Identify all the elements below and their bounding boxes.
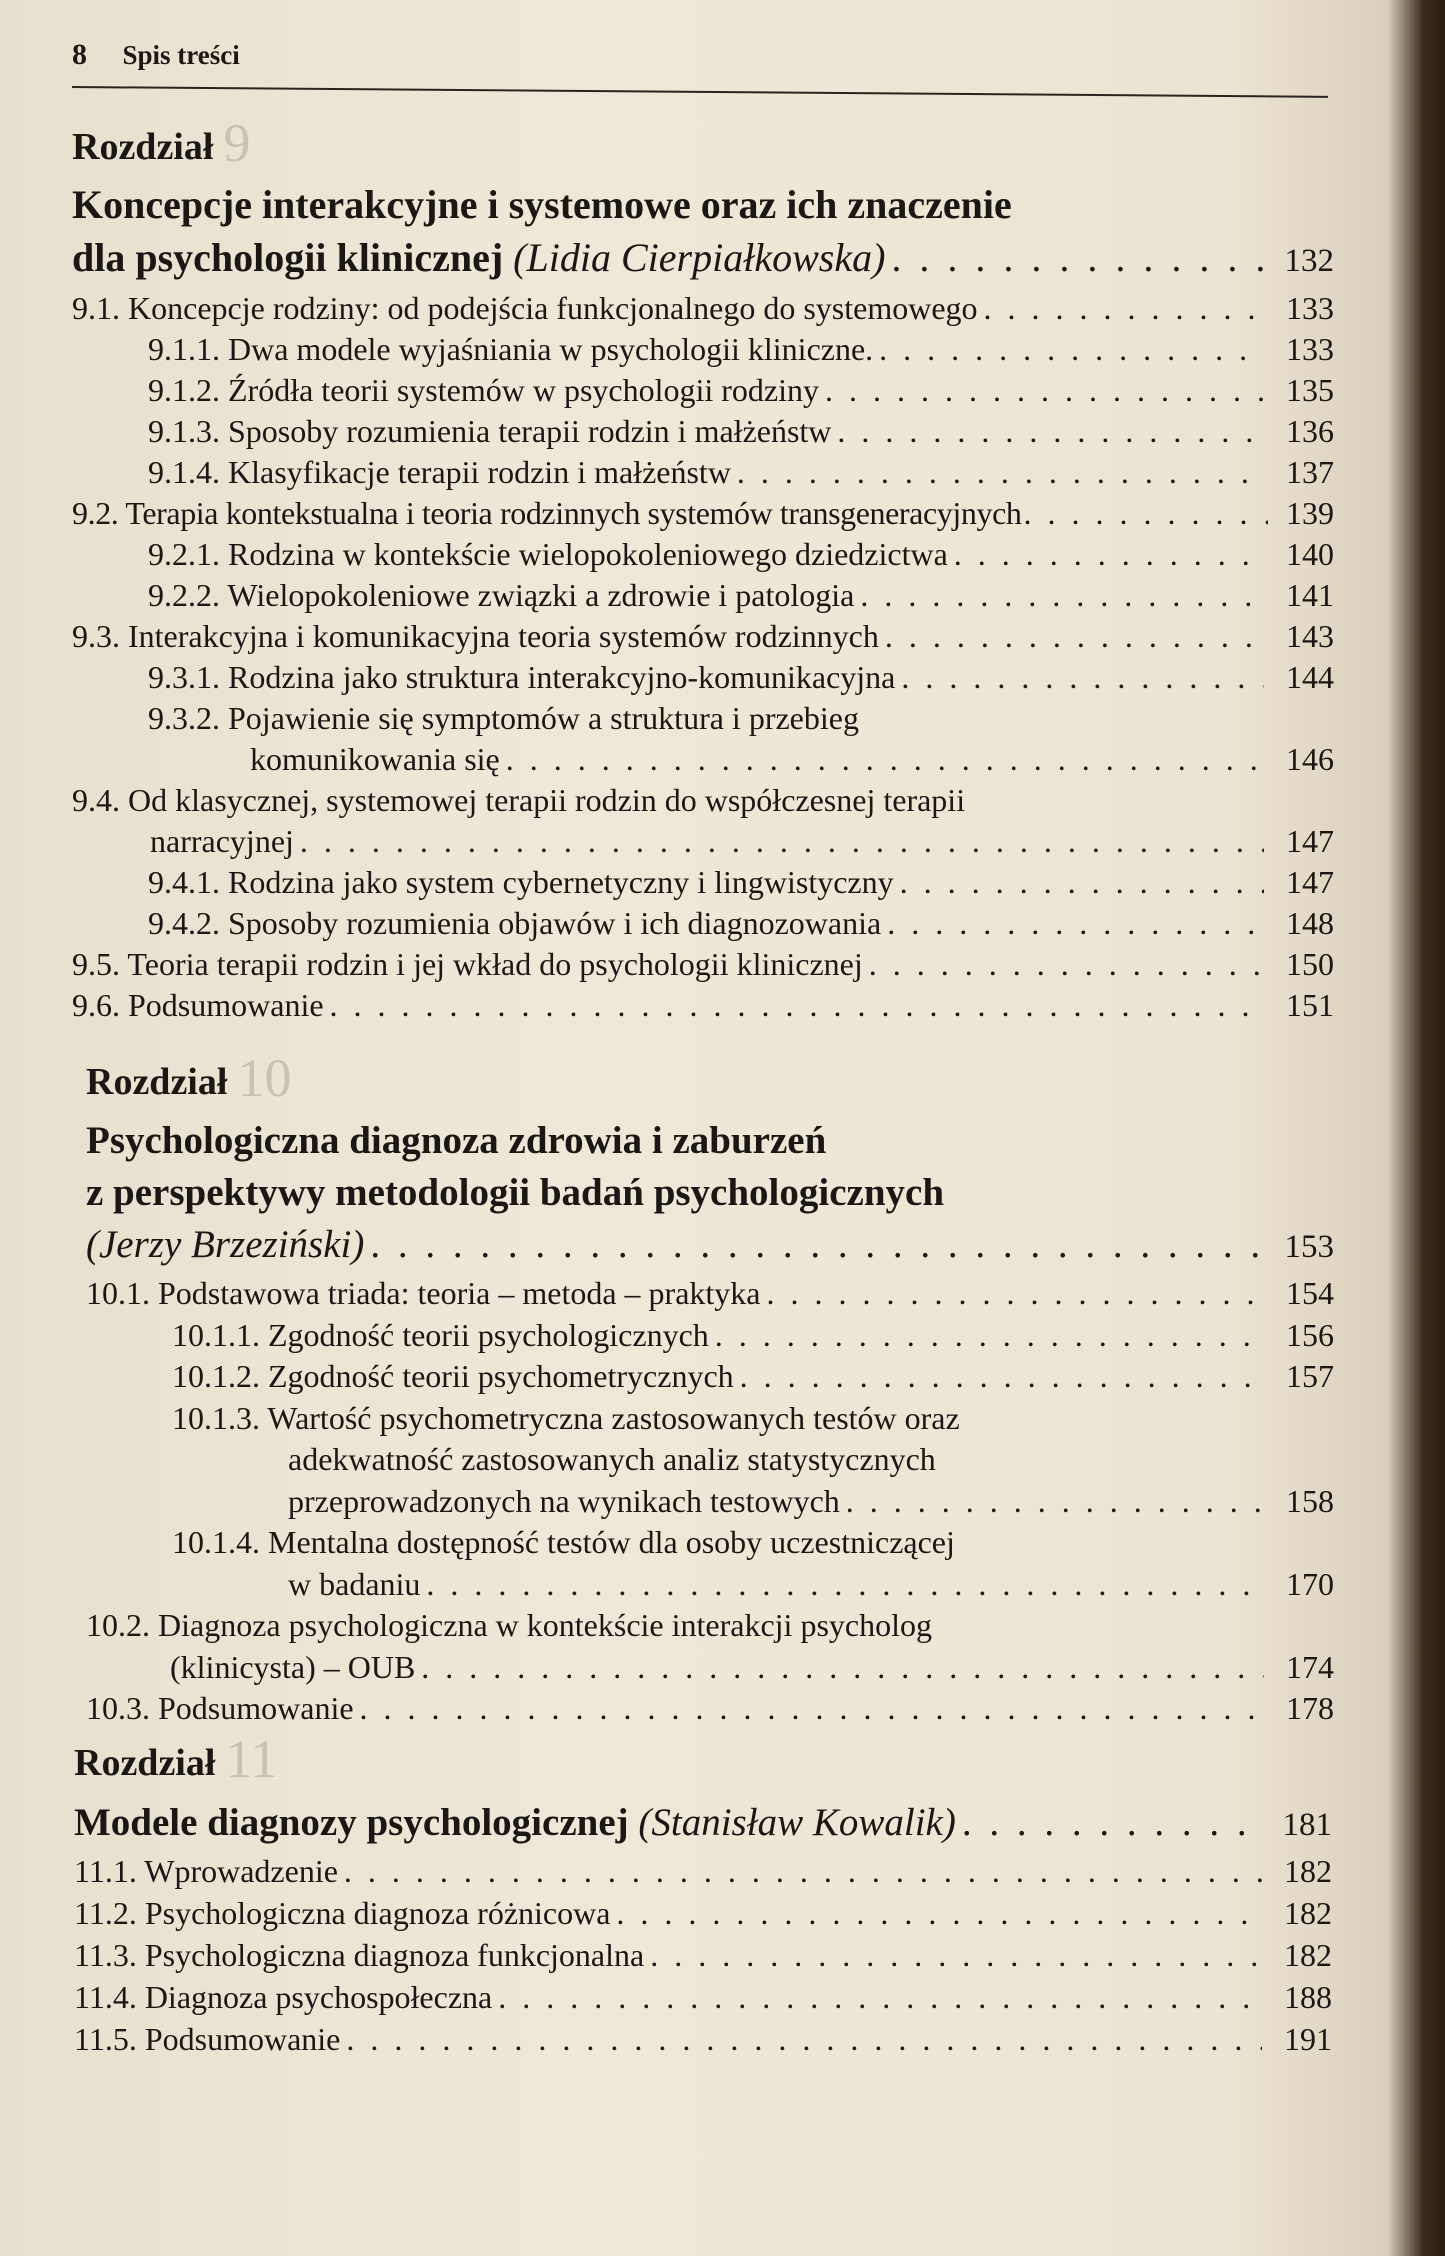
toc-row: dla psychologii klinicznej (Lidia Cierpiałkowska) . . . 132: [72, 231, 1334, 288]
toc-row: [74, 1850, 1332, 1892]
chapter-label: Rozdział: [86, 1061, 228, 1103]
page-number: 182: [1284, 1853, 1332, 1889]
page-number: 143: [1286, 618, 1334, 654]
toc-entry: 9.1.4. Klasyfikacje terapii rodzin i małżeństw: [148, 454, 731, 490]
toc-entry: 10.1. Podstawowa triada: teoria – metoda – praktyka: [86, 1275, 761, 1311]
chapter-label: Rozdział: [72, 126, 214, 168]
toc-entry: 11.5. Podsumowanie: [74, 2021, 341, 2057]
chapter-label: Rozdział: [74, 1742, 216, 1784]
page-number: 151: [1286, 987, 1334, 1023]
toc-entry: 10.1.1. Zgodność teorii psychologicznych: [172, 1316, 709, 1353]
toc-row: [86, 1273, 1334, 1315]
page-number: 132: [1284, 243, 1334, 279]
chapter-number: 10: [237, 1048, 292, 1108]
toc-row: [72, 739, 1334, 780]
chapter-number: 11: [225, 1729, 278, 1789]
chapter-title: [86, 1115, 1334, 1273]
toc-entry: 9.1. Koncepcje rodziny: od podejścia funkcjonalnego do systemowego: [72, 290, 978, 326]
leader-dots: [360, 1688, 1264, 1730]
chapter-title-line: dla psychologii klinicznej: [72, 235, 504, 280]
toc-row: [72, 985, 1334, 1026]
toc-row: [86, 1564, 1334, 1606]
chapter-10: [86, 1048, 1334, 1730]
page-number: 133: [1286, 290, 1334, 326]
leader-dots: [887, 903, 1264, 944]
toc-row: [72, 616, 1334, 657]
toc-entry: 11.4. Diagnoza psychospołeczna: [74, 1979, 493, 2015]
toc-row: [72, 370, 1334, 411]
chapter-author: Stanisław Kowalik: [651, 1801, 943, 1844]
toc-entries: [86, 1273, 1334, 1730]
chapter-title-line: Koncepcje interakcyjne i systemowe oraz ich znaczenie: [72, 182, 1012, 227]
toc-entry: 9.3.1. Rodzina jako struktura interakcyjno-komunikacyjna: [148, 659, 896, 695]
leader-dots: [344, 1850, 1262, 1892]
toc-row: Modele diagnozy psychologicznej (Stanisław Kowalik) . . . 181: [74, 1798, 1332, 1850]
toc-entry: 10.1.3. Wartość psychometryczna zastosowanych testów oraz: [172, 1399, 960, 1436]
leader-dots: [421, 1647, 1264, 1689]
toc-entry-continuation: komunikowania się: [250, 741, 500, 777]
toc-row: [72, 411, 1334, 452]
toc-row: [72, 821, 1334, 862]
toc-entry: 9.1.2. Źródła teorii systemów w psychologii rodziny: [148, 372, 820, 408]
chapter-author: Jerzy Brzeziński: [99, 1223, 352, 1266]
toc-row: [86, 1688, 1334, 1730]
leader-dots: [300, 821, 1264, 862]
chapter-author: Lidia Cierpiałkowska: [526, 235, 873, 280]
leader-dots: [737, 452, 1264, 493]
page-number: 157: [1286, 1358, 1334, 1394]
toc-row: [74, 1892, 1332, 1934]
chapter-title-line: Modele diagnozy psychologicznej: [74, 1801, 629, 1844]
toc-row: [72, 657, 1334, 698]
leader-dots: [891, 231, 1264, 284]
page-number: 144: [1286, 659, 1334, 695]
toc-entry: 10.2. Diagnoza psychologiczna w kontekście interakcji psycholog: [86, 1607, 932, 1643]
leader-dots: [869, 944, 1264, 985]
leader-dots: [498, 1976, 1262, 2018]
toc-row: (Jerzy Brzeziński) . . . 153: [86, 1219, 1334, 1273]
leader-dots: [900, 862, 1264, 903]
chapter-9: [72, 113, 1334, 1026]
leader-dots: [901, 657, 1264, 698]
toc-row: [74, 2018, 1332, 2060]
toc-row: [72, 288, 1334, 329]
chapter-number: 9: [223, 113, 251, 173]
page-number: 188: [1284, 1979, 1332, 2015]
toc-row: [86, 1647, 1334, 1689]
toc-row: [74, 1976, 1332, 2018]
page-number: 158: [1286, 1482, 1334, 1519]
chapter-11: [74, 1729, 1332, 2060]
toc-entry: 10.1.4. Mentalna dostępność testów dla osoby uczestniczącej: [172, 1524, 955, 1560]
chapter-heading: [72, 113, 1334, 173]
toc-row: [72, 903, 1334, 944]
leader-dots: [860, 575, 1264, 616]
leader-dots: [846, 1481, 1264, 1523]
toc-entry: 11.1. Wprowadzenie: [74, 1853, 338, 1889]
page-number: 146: [1286, 741, 1334, 777]
leader-dots: [766, 1273, 1264, 1315]
toc-entry: 11.2. Psychologiczna diagnoza różnicowa: [74, 1895, 611, 1931]
page-number: 147: [1286, 864, 1334, 900]
page-number: 170: [1286, 1565, 1334, 1602]
toc-entry: 9.6. Podsumowanie: [72, 987, 324, 1023]
page-number: 182: [1284, 1937, 1332, 1973]
chapter-title: [74, 1798, 1332, 1850]
toc-entries: [74, 1850, 1332, 2060]
toc-row: [72, 862, 1334, 903]
page-number: 153: [1284, 1229, 1334, 1265]
toc-entry-continuation: w badaniu: [288, 1565, 421, 1602]
page-number: 154: [1286, 1275, 1334, 1311]
page-number: 182: [1284, 1895, 1332, 1931]
toc-entry: 9.4.2. Sposoby rozumienia objawów i ich diagnozowania: [148, 905, 882, 941]
leader-dots: [346, 2018, 1262, 2060]
page-number: 135: [1286, 372, 1334, 408]
leader-dots: [370, 1219, 1264, 1271]
toc-row: [86, 1481, 1334, 1523]
page-number: 133: [1286, 331, 1334, 367]
page-number: 156: [1286, 1316, 1334, 1353]
page-number: 181: [1282, 1807, 1332, 1843]
page-number: 136: [1286, 413, 1334, 449]
toc-entry-continuation: (klinicysta) – OUB: [170, 1648, 416, 1685]
page-number: 147: [1286, 823, 1334, 859]
header-rule: [72, 86, 1328, 98]
toc-row: [72, 534, 1334, 575]
toc-entry-continuation: przeprowadzonych na wynikach testowych: [288, 1482, 840, 1519]
leader-dots: [962, 1798, 1262, 1848]
leader-dots: [825, 370, 1264, 411]
toc-row: [72, 575, 1334, 616]
toc-entry: 9.1.3. Sposoby rozumienia terapii rodzin i małżeństw: [148, 413, 832, 449]
leader-dots: [954, 534, 1264, 575]
toc-entry: 9.1.1. Dwa modele wyjaśniania w psychologii kliniczne.: [148, 331, 874, 367]
toc-entry: 9.3.2. Pojawienie się symptomów a struktura i przebieg: [148, 700, 859, 736]
toc-entry: 9.2.2. Wielopokoleniowe związki a zdrowie i patologia: [148, 577, 855, 613]
page-number: 148: [1286, 905, 1334, 941]
toc-row: [86, 1315, 1334, 1357]
leader-dots: [715, 1315, 1264, 1357]
toc-row: [72, 944, 1334, 985]
chapter-title-line: Psychologiczna diagnoza zdrowia i zaburzeń: [86, 1119, 827, 1162]
running-header: [72, 38, 240, 72]
leader-dots: [879, 329, 1264, 370]
toc-entry-continuation: narracyjnej: [150, 823, 294, 859]
toc-row: [72, 452, 1334, 493]
toc-entry-continuation: adekwatność zastosowanych analiz statystycznych: [288, 1441, 936, 1477]
leader-dots: [837, 411, 1264, 452]
toc-entry: 9.5. Teoria terapii rodzin i jej wkład do psychologii klinicznej: [72, 946, 863, 982]
page-number: 191: [1284, 2021, 1332, 2057]
leader-dots: [885, 616, 1264, 657]
page-number: 137: [1286, 454, 1334, 490]
toc-entry: 9.4. Od klasycznej, systemowej terapii rodzin do współczesnej terapii: [72, 782, 966, 818]
toc-entry: 10.1.2. Zgodność teorii psychometrycznych: [172, 1358, 734, 1394]
toc-entry: 10.3. Podsumowanie: [86, 1690, 354, 1726]
toc-entry: 9.4.1. Rodzina jako system cybernetyczny i lingwistyczny: [148, 864, 894, 900]
leader-dots: [506, 739, 1264, 780]
leader-dots: [1023, 493, 1268, 534]
toc-row: [72, 493, 1334, 534]
page-number: 139: [1286, 495, 1334, 531]
page-number: 140: [1286, 536, 1334, 572]
toc-row: [72, 329, 1334, 370]
toc-row: [74, 1934, 1332, 1976]
leader-dots: [650, 1934, 1262, 1976]
page-number: 174: [1286, 1648, 1334, 1685]
header-title: Spis treści: [122, 40, 240, 70]
page-number: 150: [1286, 946, 1334, 982]
leader-dots: [984, 288, 1264, 329]
chapter-heading: [86, 1048, 1334, 1108]
leader-dots: [330, 985, 1264, 1026]
toc-entry: 9.2.1. Rodzina w kontekście wielopokoleniowego dziedzictwa: [148, 536, 948, 572]
page-number: 141: [1286, 577, 1334, 613]
toc-entry: 9.2. Terapia kontekstualna i teoria rodzinnych systemów transgeneracyjnych: [72, 495, 1022, 531]
leader-dots: [740, 1356, 1264, 1398]
chapter-title: [72, 178, 1334, 288]
toc-entry: 11.3. Psychologiczna diagnoza funkcjonalna: [74, 1937, 645, 1973]
chapter-heading: [74, 1729, 1332, 1789]
leader-dots: [426, 1564, 1264, 1606]
chapter-title-line: z perspektywy metodologii badań psychologicznych: [86, 1171, 945, 1214]
toc-row: [86, 1356, 1334, 1398]
page-number: 178: [1286, 1690, 1334, 1726]
header-page-number: 8: [72, 38, 87, 71]
toc-entries: [72, 288, 1334, 1026]
toc-entry: 9.3. Interakcyjna i komunikacyjna teoria systemów rodzinnych: [72, 618, 879, 654]
leader-dots: [616, 1892, 1262, 1934]
